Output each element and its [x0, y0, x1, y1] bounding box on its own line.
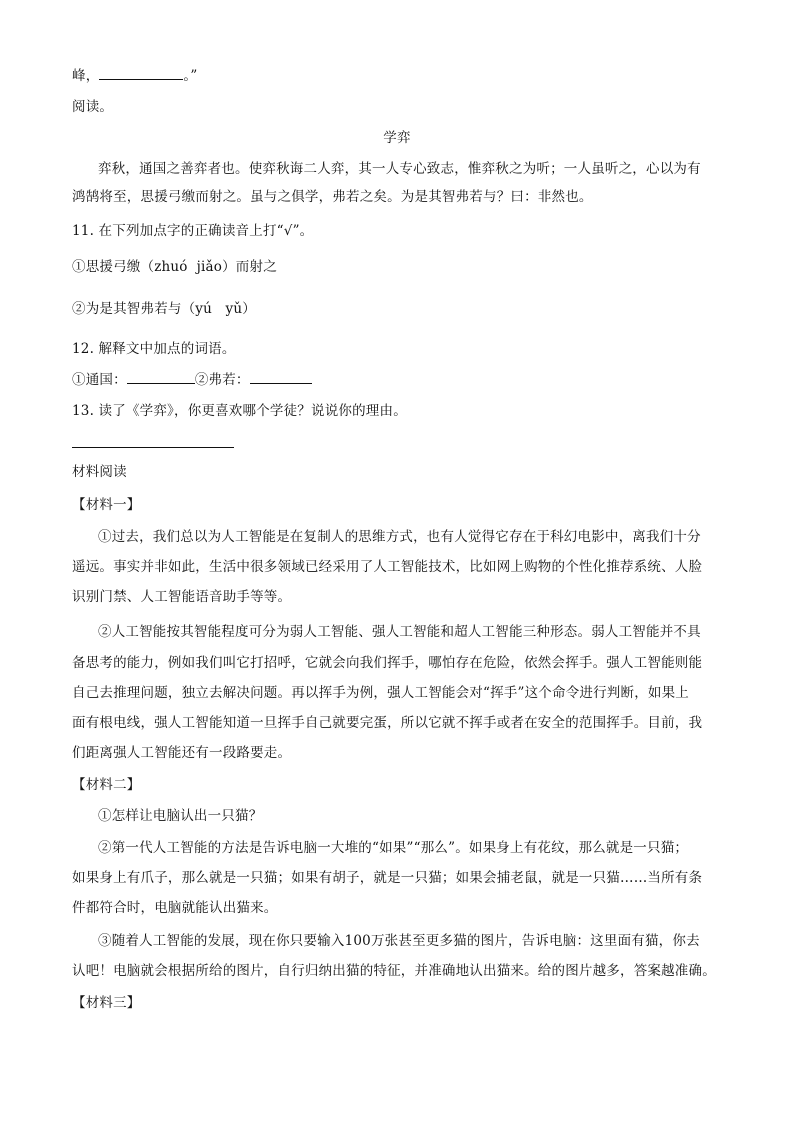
poem-line: 鸿鹄将至，思援弓缴而射之。虽与之俱学，弗若之矣。为是其智弗若与？曰：非然也。 [72, 189, 593, 205]
material-1-line: 自己去推理问题，独立去解决问题。再以挥手为例，强人工智能会对“挥手”这个命令进行判断，如果上 [72, 685, 690, 701]
section-instruction: 阅读。 [72, 99, 114, 115]
answer-blank [99, 67, 183, 80]
question-12-items [72, 370, 312, 390]
material-1-line: 备思考的能力，例如我们叫它打招呼，它就会向我们挥手，哪怕存在危险，依然会挥手。强人工智能则能 [72, 655, 703, 671]
answer-blank [250, 371, 312, 384]
material-1-line: 们距离强人工智能还有一段路要走。 [72, 745, 292, 761]
material-2-line: ①怎样让电脑认出一只猫？ [98, 808, 263, 824]
question-11-item-1: ①思援弓缴（zhuó jiǎo）而射之 [72, 259, 277, 275]
poem-line: 弈秋，通国之善弈者也。使弈秋诲二人弈，其一人专心致志，惟弈秋之为听；一人虽听之，心以为有 [98, 161, 701, 177]
continuation-end: 。” [183, 68, 198, 84]
material-1-line: 遥远。事实并非如此，生活中很多领域已经采用了人工智能技术，比如网上购物的个性化推荐系统、人脸 [72, 559, 703, 575]
material-2-line: 认吧！电脑就会根据所给的图片，自行归纳出猫的特征，并准确地认出猫来。给的图片越多，答案越准确。 [72, 963, 716, 979]
question-12-item-2: ②弗若： [194, 372, 250, 388]
material-2-line: ②第一代人工智能的方法是告诉电脑一大堆的“如果”“那么”。如果身上有花纹，那么就是一只猫； [98, 840, 689, 856]
question-13: 13. 读了《学弈》，你更喜欢哪个学徒？说说你的理由。 [72, 403, 407, 419]
question-11: 11. 在下列加点字的正确读音上打“√”。 [72, 223, 314, 239]
material-2-line: 如果身上有爪子，那么就是一只猫；如果有胡子，就是一只猫；如果会捕老鼠，就是一只猫……当所有条 [72, 870, 703, 886]
continuation-text: 峰， [72, 68, 100, 84]
poem-title: 学弈 [383, 130, 411, 146]
material-1-line: ②人工智能按其智能程度可分为弱人工智能、强人工智能和超人工智能三种形态。弱人工智能并不具 [98, 624, 701, 640]
material-3-title: 【材料三】 [72, 995, 141, 1011]
material-2-line: ③随着人工智能的发展，现在你只要输入100万张甚至更多猫的图片，告诉电脑：这里面有猫，你去 [98, 933, 700, 949]
material-1-line: 识别门禁、人工智能语音助手等等。 [72, 589, 292, 605]
question-12-item-1: ①通国： [72, 372, 127, 388]
material-heading: 材料阅读 [72, 464, 127, 480]
question-11-item-2: ②为是其智弗若与（yú yǔ） [72, 301, 256, 317]
answer-blank [127, 371, 195, 384]
material-1-line: ①过去，我们总以为人工智能是在复制人的思维方式，也有人觉得它存在于科幻电影中，离我们十分 [98, 529, 701, 545]
material-1-title: 【材料一】 [72, 497, 141, 513]
question-12: 12. 解释文中加点的词语。 [72, 341, 236, 357]
answer-line [72, 447, 234, 448]
material-1-line: 面有根电线，强人工智能知道一旦挥手自己就要完蛋，所以它就不挥手或者在安全的范围挥手。目前，我 [72, 715, 703, 731]
material-2-title: 【材料二】 [72, 777, 141, 793]
continuation-line [72, 66, 197, 86]
material-2-line: 件都符合时，电脑就能认出猫来。 [72, 900, 278, 916]
